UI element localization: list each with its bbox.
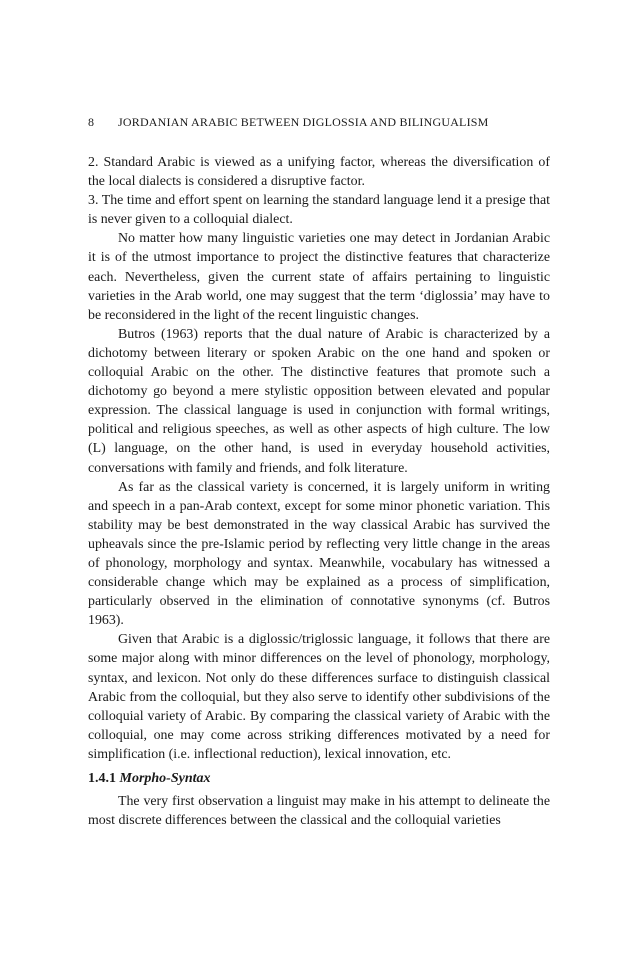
page-number: 8 <box>88 115 95 129</box>
list-item-2: 2. Standard Arabic is viewed as a unifying factor, whereas the diversification of the local dialects is considered a disruptive factor. <box>88 155 550 190</box>
section-title: Morpho-Syntax <box>119 771 211 786</box>
section-heading <box>88 769 550 788</box>
running-head <box>88 114 550 130</box>
section-number: 1.4.1 <box>88 771 116 786</box>
paragraph-4: Given that Arabic is a diglossic/triglossic language, it follows that there are some major along with minor differences on the level of phonology, morphology, syntax, and lexicon. Not only do these differences surface to distinguish classical Arabic from the colloquial, but they also serve to identify other subdivisions of the colloquial variety of Arabic. By comparing the classical variety of Arabic with the colloquial, one may come across striking differences motivated by a need for simplification (i.e. inflectional reduction), lexical innovation, etc. <box>88 632 550 762</box>
paragraph-3: As far as the classical variety is concerned, it is largely uniform in writing and speech in a pan-Arab context, except for some minor phonetic variation. This stability may be best demonstrated in the way classical Arabic has survived the upheavals since the pre-Islamic period by reflecting very little change in the areas of phonology, morphology and syntax. Meanwhile, vocabulary has witnessed a considerable change which may be explained as a process of simplification, particularly observed in the elimination of connotative synonyms (cf. Butros 1963). <box>88 479 550 629</box>
running-title: JORDANIAN ARABIC BETWEEN DIGLOSSIA AND BILINGUALISM <box>118 115 489 129</box>
book-page <box>88 114 550 830</box>
list-item-3: 3. The time and effort spent on learning the standard language lend it a presige that is never given to a colloquial dialect. <box>88 193 550 228</box>
body-text <box>88 153 550 830</box>
paragraph-5: The very first observation a linguist may make in his attempt to delineate the most discrete differences between the classical and the colloquial varieties <box>88 794 550 829</box>
paragraph-2: Butros (1963) reports that the dual nature of Arabic is characterized by a dichotomy between literary or spoken Arabic on the one hand and spoken or colloquial Arabic on the other. The distinctive features that promote such a dichotomy go beyond a mere stylistic opposition between elevated and popular expression. The classical language is used in conjunction with formal writings, political and religious speeches, as well as other aspects of high culture. The low (L) language, on the other hand, is used in everyday household activities, conversations with family and friends, and folk literature. <box>88 326 550 476</box>
paragraph-1: No matter how many linguistic varieties one may detect in Jordanian Arabic it is of the utmost importance to project the distinctive features that characterize each. Nevertheless, given the current state of affairs pertaining to linguistic varieties in the Arab world, one may suggest that the term ‘diglossia’ may have to be reconsidered in the light of the recent linguistic changes. <box>88 231 550 323</box>
